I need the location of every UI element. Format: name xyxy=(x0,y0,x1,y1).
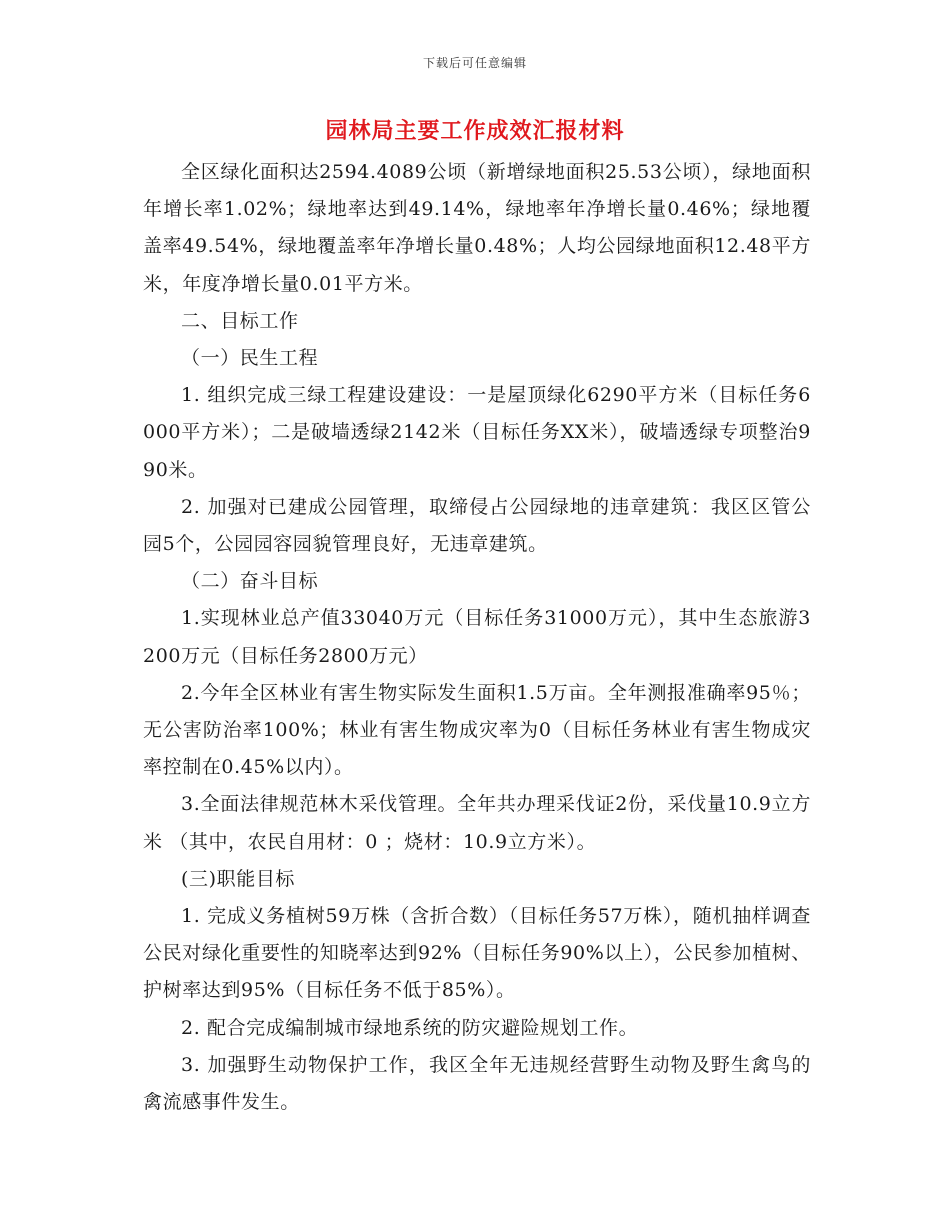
list-item: 1. 完成义务植树59万株（含折合数）（目标任务57万株），随机抽样调查公民对绿化重要性的知晓率达到92%（目标任务90%以上），公民参加植树、护树率达到95%（目标任务不低于85%）。 xyxy=(143,905,811,1002)
subsection-heading-functions: (三)职能目标 xyxy=(181,867,296,890)
list-item: 2.今年全区林业有害生物实际发生面积1.5万亩。全年测报准确率95％；无公害防治率100%；林业有害生物成灾率为0（目标任务林业有害生物成灾率控制在0.45%以内）。 xyxy=(143,681,811,779)
list-item: 2. 加强对已建成公园管理，取缔侵占公园绿地的违章建筑：我区区管公园5个，公园园容园貌管理良好，无违章建筑。 xyxy=(143,495,811,556)
list-item: 2. 配合完成编制城市绿地系统的防灾避险规划工作。 xyxy=(181,1016,639,1039)
subsection-heading-goals: （二）奋斗目标 xyxy=(181,570,319,593)
list-item: 3. 加强野生动物保护工作，我区全年无违规经营野生动物及野生禽鸟的禽流感事件发生。 xyxy=(143,1053,811,1114)
subsection-heading-livelihood: （一）民生工程 xyxy=(181,347,319,370)
document-title: 园林局主要工作成效汇报材料 xyxy=(325,118,625,144)
list-item: 1.实现林业总产值33040万元（目标任务31000万元），其中生态旅游3200万元（目标任务2800万元） xyxy=(143,607,811,667)
intro-paragraph: 全区绿化面积达2594.4089公顷（新增绿地面积25.53公顷），绿地面积年增长率1.02%；绿地率达到49.14%，绿地率年净增长量0.46%；绿地覆盖率49.54%，绿地覆盖率年净增长量0.48%；人均公园绿地面积12.48平方米，年度净增长量0.01平方米。 xyxy=(143,161,811,295)
header-note: 下载后可任意编辑 xyxy=(422,56,527,70)
list-item: 1. 组织完成三绿工程建设建设：一是屋顶绿化6290平方米（目标任务6000平方米）；二是破墙透绿2142米（目标任务XX米），破墙透绿专项整治990米。 xyxy=(143,384,811,481)
section-heading-targets: 二、目标工作 xyxy=(181,309,299,332)
document-body xyxy=(143,154,811,1121)
list-item: 3.全面法律规范林木采伐管理。全年共办理采伐证2份，采伐量10.9立方米 （其中，农民自用材：0 ；烧材：10.9立方米）。 xyxy=(143,793,811,853)
